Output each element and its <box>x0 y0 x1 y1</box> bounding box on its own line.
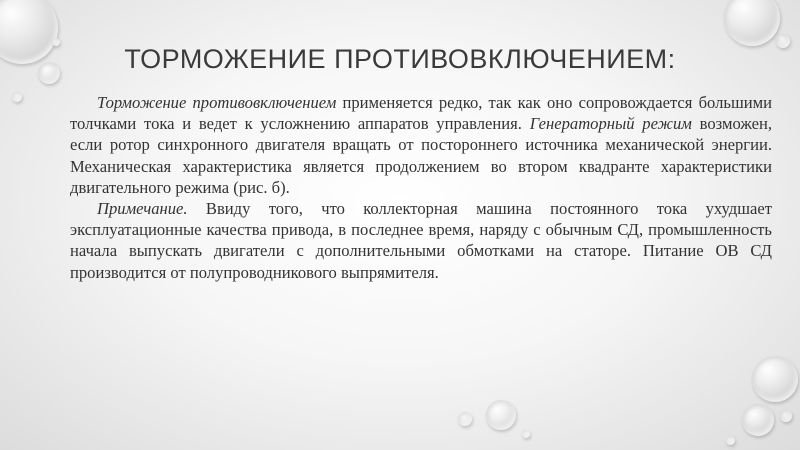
water-drop-bottom-right-mid <box>742 404 774 436</box>
water-drop-bottom-center <box>486 400 516 430</box>
water-drop-top-right-large <box>724 0 780 46</box>
water-drop-bottom-right-small <box>780 410 792 422</box>
water-drop-bottom-right-tiny <box>726 436 735 445</box>
paragraph-note-text: Ввиду того, что коллекторная машина постоянного тока ухудшает эксплуатационные качества привода, в последнее время, наряду с обычным СД, промышленность начала выпускать двигатели с дополнительными обмотками на статоре. Питание ОВ СД производится от полупроводникового выпрямителя. <box>70 199 772 282</box>
water-drop-bottom-center-tiny <box>522 430 530 438</box>
term-counter-braking: Торможение противовключением <box>97 93 337 112</box>
slide-body <box>70 92 772 283</box>
water-drop-left-mid <box>12 92 22 102</box>
term-note: Примечание. <box>97 199 188 219</box>
water-drop-bottom-right-large <box>752 356 798 402</box>
paragraph-braking <box>70 92 772 198</box>
term-generator-mode: Генераторный режим <box>529 114 692 134</box>
paragraph-braking-text-1: применяется редко, так как оно сопровождается большими толчками тока и ведет к усложнению аппаратов управления. <box>70 93 772 134</box>
slide-title: ТОРМОЖЕНИЕ ПРОТИВОВКЛЮЧЕНИЕМ: <box>124 44 676 74</box>
water-drop-bottom-center-small <box>458 412 472 426</box>
paragraph-note <box>70 198 772 283</box>
paragraph-braking-text-2: возможен, если ротор синхронного двигателя вращать от постороннего источника механической энергии. Механическая характеристика является продолжением во втором квадранте характеристики двигательного режима (рис. б). <box>70 114 772 197</box>
